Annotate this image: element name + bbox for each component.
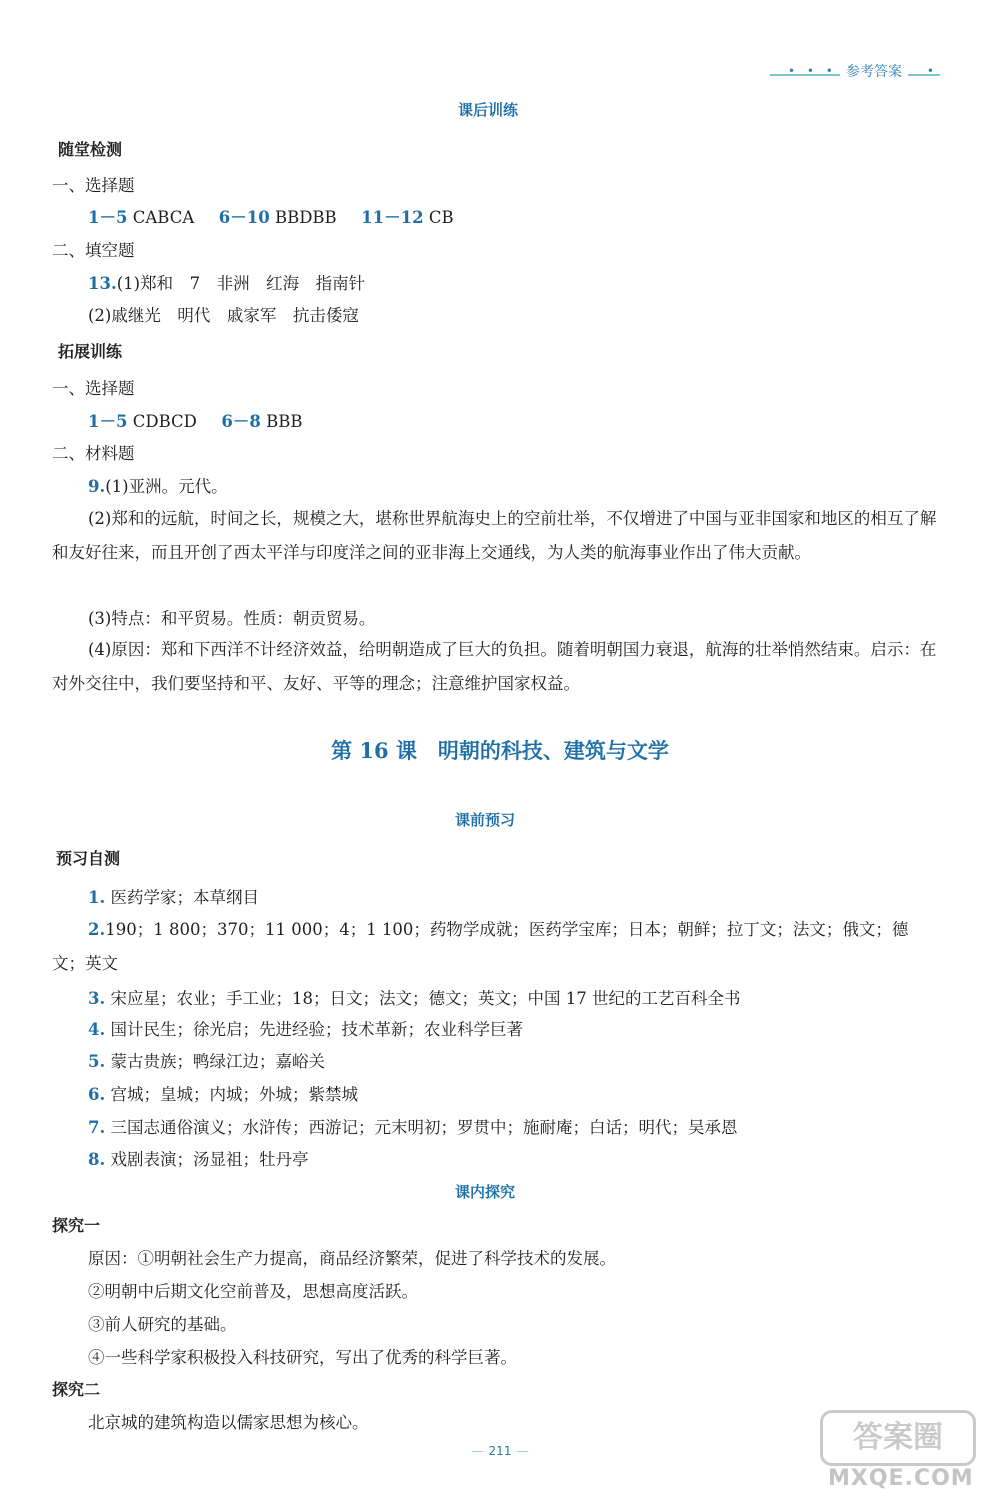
explore-line: ③前人研究的基础。: [88, 1315, 237, 1334]
list-item: [88, 1146, 308, 1170]
q9-part-3: (3)特点：和平贸易。性质：朝贡贸易。: [88, 609, 376, 628]
answer-text: (1)郑和 7 非洲 红海 指南针: [116, 274, 366, 293]
footer-dash-icon: —: [516, 1444, 529, 1458]
section-title-after: 课后训练: [458, 101, 519, 119]
section-title-preview: 课前预习: [455, 811, 516, 829]
item-text: 蒙古贵族；鸭绿江边；嘉峪关: [110, 1052, 325, 1071]
explore-line: ②明朝中后期文化空前普及，思想高度活跃。: [88, 1282, 418, 1301]
list-item: [88, 1048, 325, 1072]
item-number: 1.: [88, 888, 106, 907]
answer-text: (1)亚洲。元代。: [105, 477, 228, 496]
item-number: 6.: [88, 1085, 106, 1104]
choice-answers-1: [88, 204, 454, 228]
lesson-title: 第 16 课 明朝的科技、建筑与文学: [331, 738, 669, 763]
answer-text: CDBCD: [132, 412, 197, 431]
heading-fill: 二、填空题: [52, 241, 135, 260]
header-dot-icon: •: [926, 64, 934, 78]
answer-text: CB: [428, 208, 454, 227]
heading-choice-2: 一、选择题: [52, 379, 135, 398]
fill-answer-1: [88, 270, 365, 294]
answer-text: BBDBB: [274, 208, 337, 227]
q9-part-2: (2)郑和的远航，时间之长，规模之大，堪称世界航海史上的空前壮举，不仅增进了中国与亚非国家和地区的相互了解和友好往来，而且开创了西太平洋与印度洋之间的亚非海上交通线，为人类的航海事业作出了伟大贡献。: [52, 509, 937, 562]
question-number: 9.: [88, 477, 106, 496]
range-label: 6－10: [218, 208, 270, 227]
heading-suitang: 随堂检测: [58, 140, 123, 159]
question-number: 13.: [88, 274, 117, 293]
range-label: 6－8: [221, 412, 261, 431]
list-item: [88, 1081, 358, 1105]
item-number: 3.: [88, 989, 106, 1008]
footer-dash-icon: —: [471, 1444, 484, 1458]
header-label: 参考答案: [840, 61, 908, 81]
heading-preview-test: 预习自测: [56, 849, 121, 868]
heading-tuozhan: 拓展训练: [58, 342, 123, 361]
range-label: 1－5: [88, 208, 128, 227]
watermark-site-text: MXQE.COM: [828, 1466, 974, 1491]
answer-text: CABCA: [132, 208, 195, 227]
item-text: 宫城；皇城；内城；外城；紫禁城: [110, 1085, 358, 1104]
item-text: 宋应星；农业；手工业；18；日文；法文；德文；英文；中国 17 世纪的工艺百科全书: [110, 989, 741, 1008]
page-number: 211: [488, 1444, 512, 1458]
page-header-badge: [770, 60, 940, 86]
heading-explore-two: 探究二: [52, 1380, 101, 1399]
header-dots-icon: • • •: [788, 64, 837, 78]
list-item: [88, 1114, 737, 1138]
choice-answers-2: [88, 408, 302, 432]
item-text: 戏剧表演；汤显祖；牡丹亭: [110, 1150, 309, 1169]
item-text: 国计民生；徐光启；先进经验；技术革新；农业科学巨著: [110, 1020, 523, 1039]
page-footer: [440, 1440, 560, 1458]
fill-answer-2: (2)戚继光 明代 戚家军 抗击倭寇: [88, 306, 359, 325]
item-text: 三国志通俗演义；水浒传；西游记；元末明初；罗贯中；施耐庵；白话；明代；吴承恩: [110, 1118, 738, 1137]
watermark-logo: [820, 1410, 980, 1490]
range-label: 11－12: [361, 208, 424, 227]
answer-text: BBB: [266, 412, 303, 431]
item-number: 8.: [88, 1150, 106, 1169]
heading-explore-one: 探究一: [52, 1216, 101, 1235]
q9-part-4: (4)原因：郑和下西洋不计经济效益，给明朝造成了巨大的负担。随着明朝国力衰退，航海的壮举悄然结束。启示：在对外交往中，我们要坚持和平、友好、平等的理念；注意维护国家权益。: [52, 640, 937, 693]
item-text: 医药学家；本草纲目: [110, 888, 259, 907]
item-number: 7.: [88, 1118, 106, 1137]
explore-line: ④一些科学家积极投入科技研究，写出了优秀的科学巨著。: [88, 1348, 517, 1367]
item-number: 4.: [88, 1020, 106, 1039]
item-number: 2.: [88, 920, 106, 939]
range-label: 1－5: [88, 412, 128, 431]
list-item: [88, 1016, 523, 1040]
explore-line: 北京城的建筑构造以儒家思想为核心。: [88, 1413, 369, 1432]
list-item: [88, 884, 259, 908]
list-item: [52, 913, 940, 981]
item-text: 190；1 800；370；11 000；4；1 100；药物学成就；医药学宝库；日本；朝鲜；拉丁文；法文；俄文；德文；英文: [52, 920, 909, 973]
heading-choice-1: 一、选择题: [52, 176, 135, 195]
list-item: [88, 985, 740, 1009]
explore-line: 原因：①明朝社会生产力提高，商品经济繁荣，促进了科学技术的发展。: [88, 1249, 616, 1268]
watermark-seal-icon: 答案圈: [820, 1410, 976, 1466]
heading-material: 二、材料题: [52, 444, 135, 463]
section-title-explore: 课内探究: [455, 1183, 516, 1201]
q9-part-1: [88, 473, 228, 497]
item-number: 5.: [88, 1052, 106, 1071]
